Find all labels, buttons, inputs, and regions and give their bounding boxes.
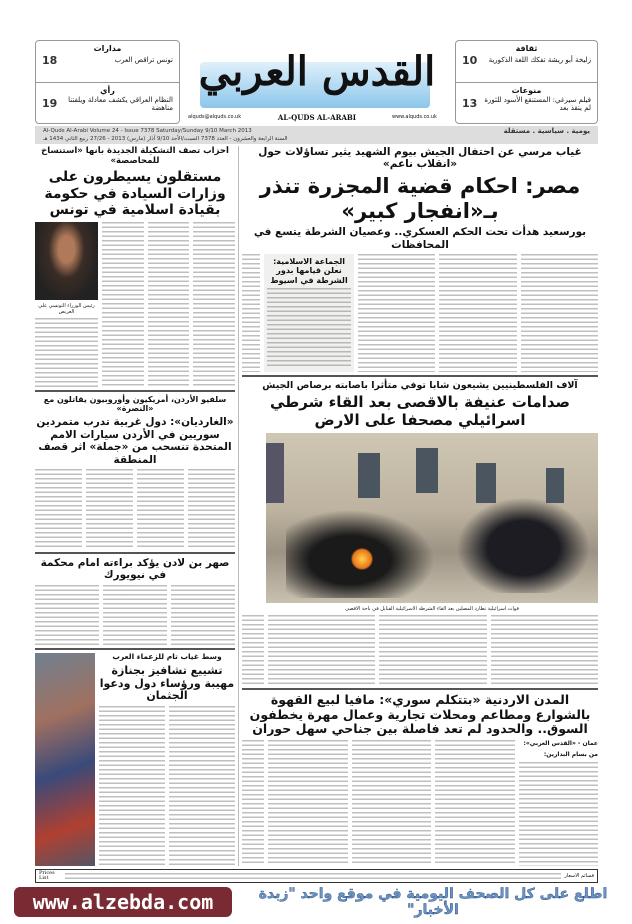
email[interactable]: alquds@alquds.co.uk xyxy=(188,114,242,120)
tunisia-kicker: أحزاب تصف التشكيلة الجديدة بأنها «استنساخ للمحاصصة» xyxy=(41,146,229,167)
syrians-headline[interactable]: المدن الاردنية «بتتكلم سوري»: مافيا لبيع القهوة بالشوارع ومطاعم ومحلات تجارية وعمال مهرة يخطفون السوق.. والحدود لم تعد فاصلة بين جناحي سهل حوران xyxy=(249,691,591,737)
body-text xyxy=(439,254,516,372)
teaser-box-right xyxy=(455,40,598,124)
website[interactable]: www.alquds.co.uk xyxy=(392,114,437,120)
syrians-dateline: عمان - «القدس العربي»: xyxy=(523,740,598,748)
body-text xyxy=(268,740,348,866)
body-text xyxy=(519,762,599,866)
jordan-headline[interactable]: «الغارديان»: دول غربية تدرب متمردين سوريين في الأردن سيارات الامم المتحدة تنسحب من «جملة» اثر قصف المنطقة xyxy=(36,416,234,466)
column-divider xyxy=(238,146,239,866)
teaser-section: ثقافة xyxy=(515,44,538,53)
teaser-text[interactable]: النظام العراقي يكشف معادلة ويلفتنا مناهضة xyxy=(68,95,173,112)
banner-text[interactable]: اطلع على كل الصحف اليومية في موقع واحد "زبدة الأخبار" xyxy=(258,886,608,919)
syrians-byline: من بسام البدارين: xyxy=(543,750,598,758)
binladen-body xyxy=(35,585,235,645)
tunisia-photo xyxy=(35,222,98,300)
page-number: 10 xyxy=(462,53,478,67)
aqsa-headline[interactable]: صدامات عنيفة بالاقصى بعد القاء شرطي اسرائيلي مصحفا على الارض xyxy=(269,393,571,429)
tunisia-photo-caption: رئيس الوزراء التونسي علي العريض xyxy=(38,302,95,315)
body-text xyxy=(358,254,435,372)
body-text xyxy=(103,585,167,645)
body-text xyxy=(102,222,144,387)
divider xyxy=(242,375,598,377)
aqsa-photo xyxy=(266,433,598,603)
teaser-section: مدارات xyxy=(93,44,122,53)
body-text xyxy=(86,469,133,549)
teaser-box-left xyxy=(35,40,180,124)
teaser-section: منوعات xyxy=(511,86,542,95)
body-text xyxy=(242,254,260,372)
tunisia-headline[interactable]: مستقلون يسيطرون على وزارات السيادة في حكومة بقيادة اسلامية في تونس xyxy=(44,169,226,219)
teaser-text[interactable]: فيلم سيرغي: المستنقع الأسود للثورة لم ينقذ بعد xyxy=(484,95,591,112)
chavez-headline[interactable]: تشييع تشافيز بجنازة مهيبة ورؤساء دول ودعوا الجثمان xyxy=(99,663,235,703)
body-text xyxy=(188,469,235,549)
body-text xyxy=(267,288,351,369)
chavez-kicker: وسط غياب تام للزعماء العرب xyxy=(112,651,222,661)
banner-site[interactable]: www.alzebda.com xyxy=(14,887,232,917)
body-text xyxy=(242,615,264,685)
body-text xyxy=(171,585,235,645)
egypt-sidebar-box xyxy=(264,254,354,372)
body-text xyxy=(35,585,99,645)
body-text xyxy=(99,706,165,866)
egypt-headline[interactable]: مصر: احكام قضية المجزرة تنذر بـ«انفجار كبير» xyxy=(259,173,581,223)
right-column xyxy=(242,146,598,866)
body-text xyxy=(379,615,486,685)
body-text xyxy=(169,706,235,866)
body-text xyxy=(491,615,598,685)
chavez-text xyxy=(99,653,235,866)
left-column xyxy=(35,146,235,866)
body-text xyxy=(193,222,235,387)
chavez-body xyxy=(99,706,235,866)
date-ar: السنة الرابعة والعشرون - العدد 7378 السبت/الأحد 9/10 آذار (مارس) 2013 - 27/26 ربيع الثاني 1434 هـ xyxy=(43,135,288,142)
syrians-first-column xyxy=(519,740,599,866)
body-text xyxy=(435,740,515,866)
egypt-box-headline[interactable]: الجماعة الاسلامية: نعلن قيامها بدور الشرطة في اسيوط xyxy=(270,257,348,285)
binladen-headline[interactable]: صهر بن لادن يؤكد براءته امام محكمة في نيويورك xyxy=(40,556,230,582)
body-text xyxy=(148,222,190,387)
aqsa-body xyxy=(242,615,598,685)
logo-en: AL-QUDS AL-ARABI xyxy=(277,113,357,122)
egypt-deck: بورسعيد هدأت تحت الحكم العسكري.. وعصيان الشرطة يتسع في المحافظات xyxy=(253,226,587,251)
price-list xyxy=(65,873,561,880)
date-bar xyxy=(35,126,598,144)
syrians-body xyxy=(242,740,598,866)
teaser-section: رأي xyxy=(100,86,115,95)
body-text xyxy=(35,469,82,549)
body-text xyxy=(352,740,432,866)
body-text xyxy=(521,254,598,372)
body-text xyxy=(268,615,375,685)
tunisia-photo-column xyxy=(35,222,98,387)
teaser-text[interactable]: تونس تراقص العرب xyxy=(114,55,173,64)
body-text xyxy=(35,318,98,387)
divider xyxy=(242,688,598,690)
chavez-photo xyxy=(35,653,95,866)
aqsa-photo-caption: قوات اسرائيلية تطارد المصلين بعد القاء الشرطة الاسرائيلية القنابل في باحة الاقصى xyxy=(345,605,519,612)
teaser-text[interactable]: زليخة أبو ريشة تفكك اللغة الذكورية xyxy=(488,55,591,64)
divider xyxy=(35,552,235,554)
page-number: 19 xyxy=(42,97,58,111)
jordan-kicker: سلفيو الأردن، أمريكيون وأوروبيون يقاتلون مع «النصرة» xyxy=(43,394,227,414)
price-label-en: Prices List xyxy=(39,869,55,881)
tunisia-body xyxy=(35,222,235,387)
price-bar xyxy=(35,869,598,883)
jordan-body xyxy=(35,469,235,549)
tagline: يومية . سياسية . مستقلة xyxy=(503,127,590,135)
chavez-story xyxy=(35,653,235,866)
divider xyxy=(35,648,235,650)
date-en: Al-Quds Al-Arabi Volume 24 - Issue 7378 Saturday/Sunday 9/10 March 2013 xyxy=(43,127,252,134)
divider xyxy=(35,390,235,392)
price-label-ar: قسائم الاسعار xyxy=(564,873,594,879)
egypt-body xyxy=(242,254,598,372)
page-number: 18 xyxy=(42,53,58,67)
logo: القدس العربي xyxy=(198,48,436,95)
egypt-kicker: غياب مرسي عن احتفال الجيش بيوم الشهيد يثير تساؤلات حول «انقلاب ناعم» xyxy=(258,146,582,171)
body-text xyxy=(137,469,184,549)
body-text xyxy=(242,740,264,866)
page-number: 13 xyxy=(462,97,478,111)
aqsa-kicker: آلاف الفلسطينيين يشيعون شابا توفي متأثرا باصابته برصاص الجيش xyxy=(262,380,578,392)
